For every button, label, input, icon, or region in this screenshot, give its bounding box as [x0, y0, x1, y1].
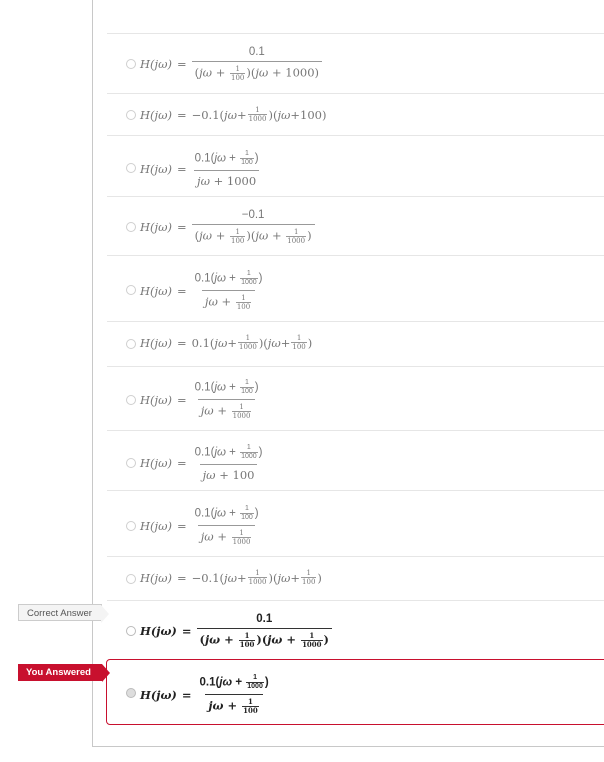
answer-option[interactable] — [107, 33, 604, 94]
answer-option[interactable] — [107, 93, 604, 136]
answer-option[interactable] — [107, 366, 604, 431]
formula: H(jω) = −0.1 (jω + $\frac{1}{100}$ )(jω + $\frac{1}{1000}$ ) — [140, 209, 315, 245]
formula: H(jω) = 0.1(jω + $\frac{1}{100}$ ) jω + 1000 — [140, 150, 259, 188]
radio-button[interactable] — [126, 574, 136, 584]
answer-option[interactable] — [107, 196, 604, 256]
radio-button[interactable] — [126, 285, 136, 295]
formula: H(jω) = 0.1(jω + $\frac{1}{1000}$ ) jω + $\frac{1}{100}$ — [140, 270, 263, 311]
formula: H(jω) = 0.1(jω + $\frac{1}{1000}$ ) jω + 100 — [140, 444, 263, 482]
radio-button[interactable] — [126, 163, 136, 173]
you-answered-tag: You Answered — [18, 664, 102, 681]
formula: H(jω) = 0.1(jω + $\frac{1}{100}$ ) jω + $\frac{1}{1000}$ — [140, 505, 259, 546]
answer-option[interactable] — [107, 490, 604, 557]
answer-option-selected[interactable] — [107, 660, 604, 724]
answer-option[interactable] — [107, 430, 604, 491]
radio-button[interactable] — [126, 110, 136, 120]
radio-button[interactable] — [126, 395, 136, 405]
formula: H(jω) = 0.1 ( jω + $\frac{1}{1000}$ )( jω + $\frac{1}{100}$ ) — [140, 334, 313, 351]
radio-button[interactable] — [126, 339, 136, 349]
answer-option[interactable] — [107, 255, 604, 322]
answer-option[interactable] — [107, 135, 604, 197]
radio-button[interactable] — [126, 626, 136, 636]
radio-button[interactable] — [126, 521, 136, 531]
radio-button[interactable] — [126, 59, 136, 69]
correct-answer-tag: Correct Answer — [18, 604, 102, 621]
radio-button[interactable] — [126, 458, 136, 468]
formula: H(jω) = 0.1 (jω + $\frac{1}{100}$ )(jω + $\frac{1}{1000}$ ) — [140, 613, 332, 649]
answer-option[interactable] — [107, 556, 604, 601]
formula: H(jω) = −0.1 ( jω + $\frac{1}{1000}$ )( jω + 100 ) — [140, 106, 327, 123]
answer-option-correct[interactable] — [107, 600, 604, 659]
formula: H(jω) = 0.1(jω + $\frac{1}{100}$ ) jω + $\frac{1}{1000}$ — [140, 379, 259, 420]
answer-option[interactable] — [107, 321, 604, 367]
formula: H(jω) = −0.1 ( jω + $\frac{1}{1000}$ )( jω + $\frac{1}{100}$ ) — [140, 569, 322, 586]
radio-button-selected[interactable] — [126, 688, 136, 698]
formula: H(jω) = 0.1(jω + $\frac{1}{1000}$ ) jω + $\frac{1}{100}$ — [140, 674, 269, 715]
formula: H(jω) = 0.1 (jω + $\frac{1}{100}$ )(jω + 1000) — [140, 46, 322, 82]
radio-button[interactable] — [126, 222, 136, 232]
